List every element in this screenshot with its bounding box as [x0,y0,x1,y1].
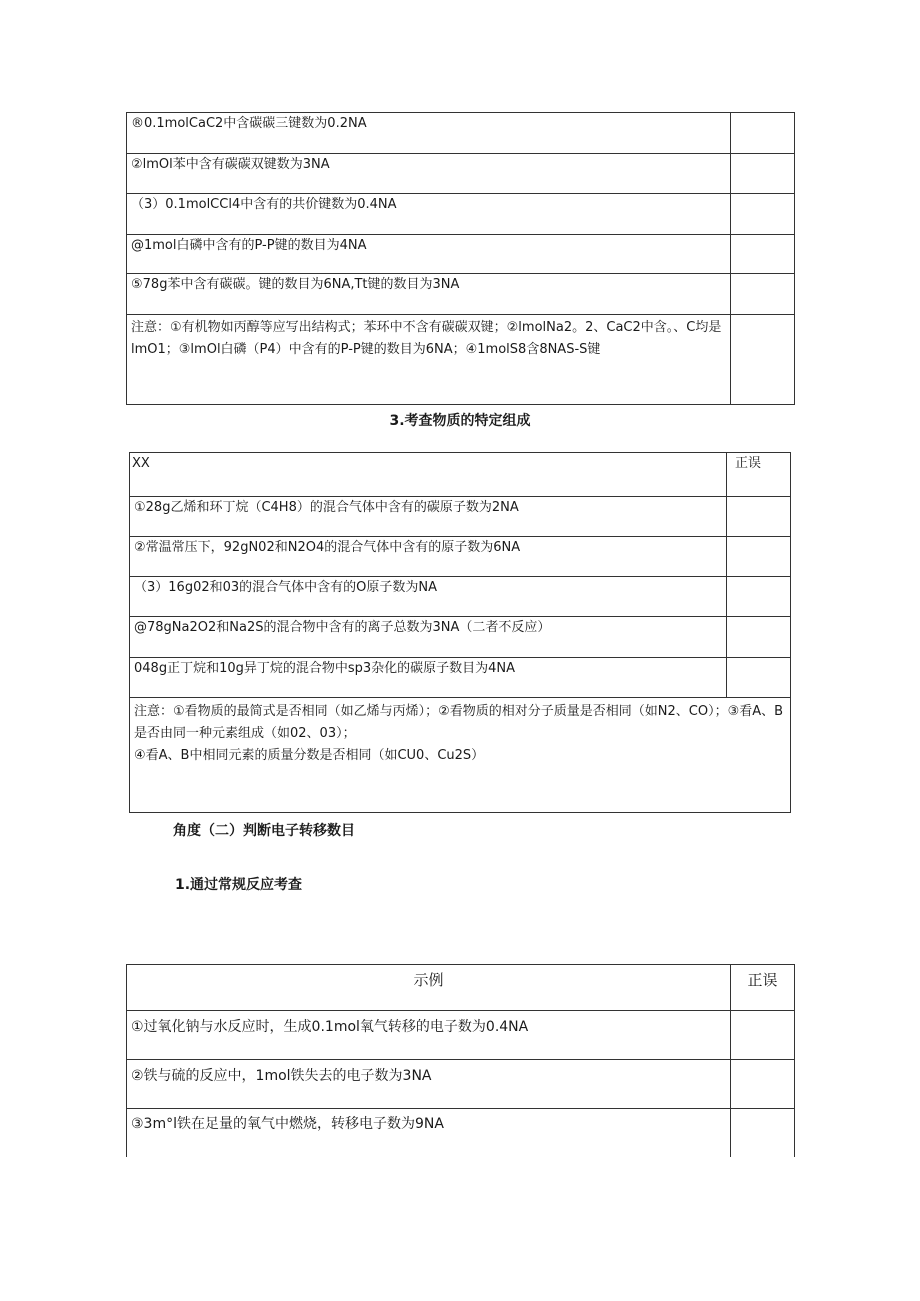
table-header-row [127,965,795,1011]
example-cell: ②常温常压下，92gN02和N2O4的混合气体中含有的原子数为6NA [130,537,727,577]
table-row [127,154,795,194]
note-row [130,698,791,813]
table-row [127,1060,795,1109]
table-row [130,658,791,698]
header-judgement: 正误 [727,453,791,497]
example-cell: ®0.1molCaC2中含碳碳三键数为0.2NA [127,113,731,154]
note-row [127,315,795,405]
header-example: 示例 [127,965,731,1011]
judgement-cell[interactable] [731,274,795,315]
header-example: XX [130,453,727,497]
judgement-cell[interactable] [731,194,795,235]
note-cell [130,698,791,813]
judgement-cell[interactable] [727,497,791,537]
judgement-cell[interactable] [731,1011,795,1060]
judgement-cell[interactable] [727,658,791,698]
page-bottom-blank [0,1157,920,1301]
example-cell: @1mol白磷中含有的P-P键的数目为4NA [127,235,731,274]
example-cell: ②铁与硫的反应中，1mol铁失去的电子数为3NA [127,1060,731,1109]
note-line: 注意：①看物质的最简式是否相同（如乙烯与丙烯）；②看物质的相对分子质量是否相同（如N2、CO）；③看A、B是否由同一种元素组成（如02、03）； [134,704,784,741]
composition-table [129,452,791,813]
table-row [127,1011,795,1060]
table-row [130,497,791,537]
example-cell: （3）0.1molCCl4中含有的共价键数为0.4NA [127,194,731,235]
note-cell: 注意：①有机物如丙醇等应写出结构式；苯环中不含有碳碳双键；②lmolNa2。2、CaC2中含。、C均是lmO1；③lmOl白磷（P4）中含有的P-P键的数目为6NA；④1molS8含8NAS-S键 [127,315,731,405]
table-row [130,537,791,577]
table-row [127,274,795,315]
header-judgement: 正误 [731,965,795,1011]
example-cell: 048g正丁烷和10g异丁烷的混合物中sp3杂化的碳原子数目为4NA [130,658,727,698]
example-cell: ②lmOl苯中含有碳碳双键数为3NA [127,154,731,194]
example-cell: ③3m°l铁在足量的氧气中燃烧，转移电子数为9NA [127,1109,731,1169]
judgement-cell[interactable] [731,154,795,194]
judgement-cell[interactable] [727,617,791,658]
example-cell: ⑤78g苯中含有碳碳。键的数目为6NA,Tt键的数目为3NA [127,274,731,315]
note-line: ④看A、B中相同元素的质量分数是否相同（如CU0、Cu2S） [134,748,485,763]
example-cell: （3）16g02和03的混合气体中含有的O原子数为NA [130,577,727,617]
subsection-title: 1.通过常规反应考查 [175,877,303,893]
table-row [127,235,795,274]
judgement-cell[interactable] [727,537,791,577]
table-row [130,617,791,658]
table-row [130,577,791,617]
example-cell: @78gNa2O2和Na2S的混合物中含有的离子总数为3NA（二者不反应） [130,617,727,658]
electron-transfer-table [126,964,795,1169]
judgement-cell[interactable] [731,113,795,154]
example-cell: ①过氧化钠与水反应时，生成0.1mol氧气转移的电子数为0.4NA [127,1011,731,1060]
judgement-cell[interactable] [731,315,795,405]
section-title: 3.考查物质的特定组成 [389,413,531,429]
example-cell: ①28g乙烯和环丁烷（C4H8）的混合气体中含有的碳原子数为2NA [130,497,727,537]
table-row [127,194,795,235]
judgement-cell[interactable] [731,235,795,274]
judgement-cell[interactable] [731,1060,795,1109]
table-row [127,113,795,154]
covalent-bond-table [126,112,795,405]
table-header-row [130,453,791,497]
angle-title: 角度（二）判断电子转移数目 [173,823,355,839]
judgement-cell[interactable] [727,577,791,617]
